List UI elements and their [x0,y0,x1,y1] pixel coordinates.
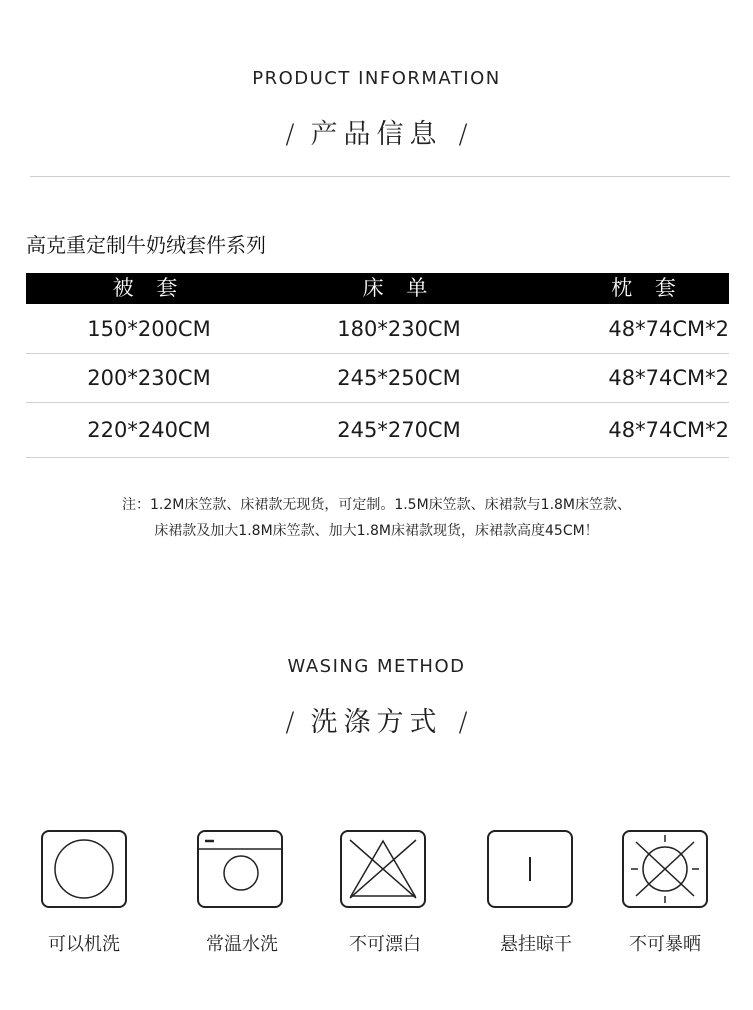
label-no-sun-drying: 不可暴晒 [629,934,701,955]
series-title: 高克重定制牛奶绒套件系列 [26,233,266,257]
table-row [26,354,729,403]
table-cell: 220*240CM [87,418,211,442]
table-cell: 48*74CM*2 [608,316,729,341]
table-row [26,403,729,458]
note-text [0,492,753,544]
normal-temp-wash-icon [197,830,283,908]
section-title-cn [0,112,753,151]
table-cell: 150*200CM [87,316,211,341]
header-duvet-cover: 被 套 [112,276,186,300]
no-bleach-icon [340,830,426,908]
label-normal-temp-wash: 常温水洗 [206,934,278,955]
table-row [26,304,729,354]
table-cell: 48*74CM*2 [608,418,729,442]
table-cell: 245*270CM [337,418,461,442]
table-cell: 48*74CM*2 [608,366,729,390]
washing-title-cn-text: 洗涤方式 [310,707,443,738]
label-hang-dry: 悬挂晾干 [500,934,572,955]
header-bed-sheet: 床 单 [362,276,436,300]
header-pillowcase: 枕 套 [611,276,684,300]
section-title-cn-text: 产品信息 [310,119,443,150]
washing-title-en: WASING METHOD [287,656,466,677]
size-table [26,273,729,458]
note-line-1: 注：1.2M床笠款、床裙款无现货，可定制。1.5M床笠款、床裙款与1.8M床笠款、 [121,497,632,513]
title-slash-right: / [458,119,468,150]
machine-wash-icon [41,830,127,908]
title-slash-left: / [285,707,295,738]
divider [30,176,730,177]
table-cell: 180*230CM [337,316,461,341]
no-sun-drying-icon [622,830,708,908]
table-header [26,273,729,304]
note-line-2: 床裙款及加大1.8M床笠款、加大1.8M床裙款现货，床裙款高度45CM！ [154,523,599,539]
label-machine-wash: 可以机洗 [48,934,120,955]
washing-title-cn [0,700,753,739]
label-no-bleach: 不可漂白 [349,934,421,955]
title-slash-left: / [285,119,295,150]
hang-dry-icon [487,830,573,908]
table-cell: 245*250CM [337,366,461,390]
section-title-en: PRODUCT INFORMATION [252,68,501,89]
title-slash-right: / [458,707,468,738]
table-cell: 200*230CM [87,366,211,390]
